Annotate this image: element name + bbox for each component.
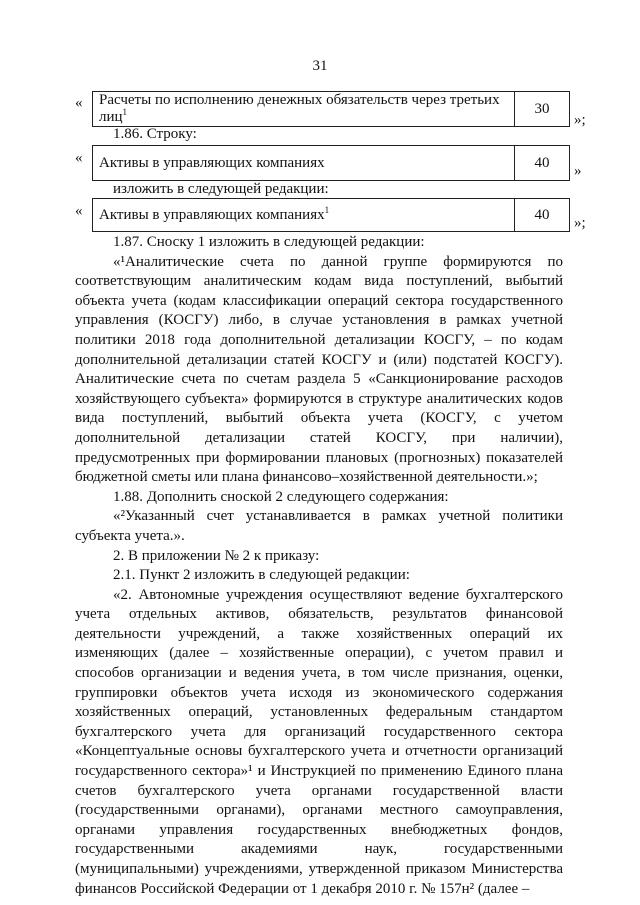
- text-line: деятельности учреждений, а также хозяйственных операций их: [75, 625, 563, 642]
- text-line: субъекта учета.».: [75, 527, 185, 544]
- text-line: вида поступлений, выбытий объекта учета (КОСГУ, с учетом: [75, 410, 563, 427]
- text-line: дополнительной детализации статей КОСГУ и (или) подстатей КОСГУ).: [75, 351, 563, 368]
- text-line: «2. Автономные учреждения осуществляют ведение бухгалтерского: [113, 586, 563, 603]
- text-line: (муниципальными) учреждениями, утвержденной приказом Министерства: [75, 861, 563, 877]
- body-text: [75, 233, 563, 899]
- table-cell-text: Расчеты по исполнению денежных обязательств через третьих лиц$^1$: [93, 92, 515, 127]
- text-line: 2. В приложении № 2 к приказу:: [113, 547, 320, 564]
- text-line: дополнительной детализации статей КОСГУ, при наличии),: [75, 429, 563, 446]
- text-line: бухгалтерского учета для организаций государственного сектора: [75, 723, 563, 740]
- page-number: 31: [312, 58, 328, 74]
- close-quote: »;: [574, 215, 586, 231]
- text-line: органами управления государственных внебюджетных фондов,: [75, 821, 563, 838]
- text-line: учета отдельных активов, обязательств, результатов финансовой: [75, 606, 563, 623]
- close-quote: »;: [574, 112, 586, 128]
- open-quote: «: [75, 203, 83, 219]
- open-quote: «: [75, 95, 83, 111]
- text-line: хозяйственных операций, установленных федеральным стандартом: [75, 704, 563, 721]
- instruction-line: изложить в следующей редакции:: [113, 181, 329, 197]
- text-line: политики 2018 года дополнительной детализации КОСГУ, – по кодам: [75, 331, 563, 348]
- code-table-1: [92, 91, 570, 127]
- text-line: Аналитические счета по счетам раздела 5 «Санкционирование расходов: [75, 371, 563, 388]
- table-cell-code: 40: [515, 199, 570, 232]
- text-line: изменяющих (далее – хозяйственные операции), с учетом правил и: [75, 645, 563, 662]
- text-line: способов организации и ведения учета, в том числе признания, оценки,: [75, 665, 563, 682]
- code-table-2: [92, 145, 570, 181]
- table-cell-code: 30: [515, 92, 570, 127]
- text-line: (государственными органами), органами местного самоуправления,: [75, 802, 563, 819]
- text-line: 1.88. Дополнить сноской 2 следующего содержания:: [113, 488, 449, 505]
- text-line: соответствующим аналитическим кодам вида поступлений, выбытий: [75, 273, 563, 290]
- instruction-line: 1.86. Строку:: [113, 126, 197, 142]
- text-line: объекта учета (кодам классификации операций сектора государственного: [75, 292, 563, 309]
- code-table-3: [92, 198, 570, 232]
- close-quote: »: [574, 163, 582, 179]
- text-line: «²Указанный счет устанавливается в рамках учетной политики: [113, 508, 563, 525]
- open-quote: «: [75, 150, 83, 166]
- text-line: финансов Российской Федерации от 1 декабря 2010 г. № 157н² (далее –: [75, 880, 530, 897]
- text-line: предусмотренных при формировании плановых (прогнозных) показателей: [75, 449, 563, 466]
- text-line: хозяйствующего субъекта» формируются в структуре аналитических кодов: [75, 390, 563, 407]
- text-line: «Концептуальные основы бухгалтерского учета и отчетности организаций: [75, 743, 563, 760]
- text-line: бюджетной сметы или плана финансово–хозяйственной деятельности.»;: [75, 469, 538, 486]
- table-cell-text: Активы в управляющих компаниях$^1$: [93, 199, 515, 232]
- text-line: государственными академиями наук, государственными: [75, 841, 563, 858]
- text-line: 2.1. Пункт 2 изложить в следующей редакции:: [113, 567, 410, 584]
- text-line: 1.87. Сноску 1 изложить в следующей редакции:: [113, 234, 425, 250]
- text-line: «¹Аналитические счета по данной группе формируются по: [113, 253, 563, 270]
- table-cell-text: Активы в управляющих компаниях: [93, 146, 515, 181]
- text-line: государственного сектора»¹ и Инструкцией по применению Единого плана: [75, 763, 563, 780]
- table-cell-code: 40: [515, 146, 570, 181]
- text-line: управления (КОСГУ) либо, в случае установления в рамках учетной: [75, 312, 563, 329]
- text-line: группировки объектов учета исходя из экономического содержания: [75, 684, 563, 701]
- text-line: счетов бухгалтерского учета органами государственной власти: [75, 782, 563, 799]
